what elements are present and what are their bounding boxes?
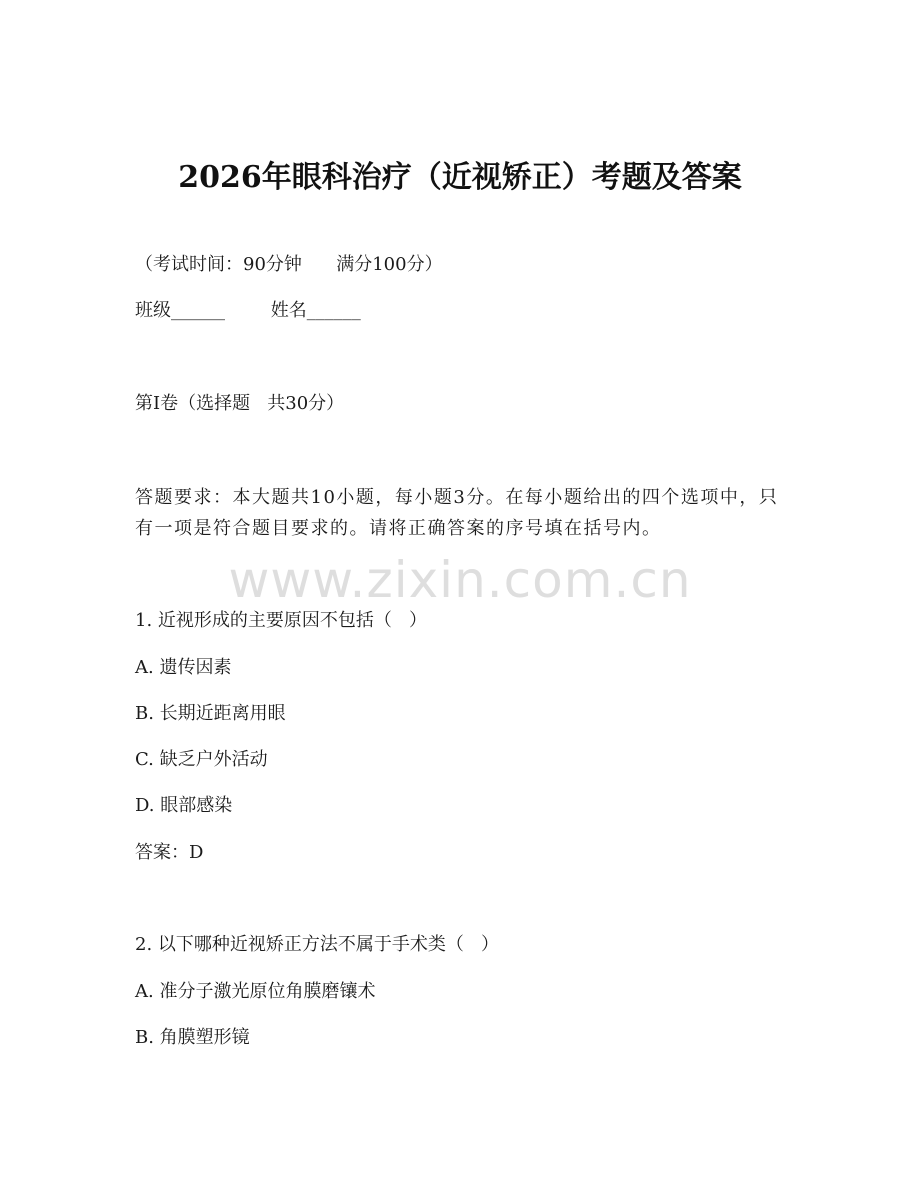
question-2-option-b: B. 角膜塑形镜 — [135, 1027, 250, 1048]
question-1-option-b: B. 长期近距离用眼 — [135, 703, 286, 724]
question-1-answer: 答案：D — [135, 842, 204, 863]
student-info-line: 班级______ 姓名______ — [135, 300, 361, 321]
question-1-stem: 1. 近视形成的主要原因不包括（ ） — [135, 610, 428, 631]
question-1-option-c: C. 缺乏户外活动 — [135, 749, 268, 770]
watermark-text: www.zixin.com.cn — [228, 551, 692, 609]
question-1-option-d: D. 眼部感染 — [135, 795, 233, 816]
question-1-option-a: A. 遗传因素 — [135, 657, 232, 678]
question-2-option-a: A. 准分子激光原位角膜磨镶术 — [135, 981, 376, 1002]
page-title: 2026年眼科治疗（近视矫正）考题及答案 — [178, 160, 742, 195]
section-heading: 第I卷（选择题 共30分） — [135, 393, 345, 414]
instructions-paragraph: 答题要求：本大题共10小题，每小题3分。在每小题给出的四个选项中，只有一项是符合题目要求的。请将正确答案的序号填在括号内。 — [135, 487, 779, 539]
exam-info: （考试时间：90分钟 满分100分） — [135, 254, 443, 275]
question-2-stem: 2. 以下哪种近视矫正方法不属于手术类（ ） — [135, 934, 500, 955]
